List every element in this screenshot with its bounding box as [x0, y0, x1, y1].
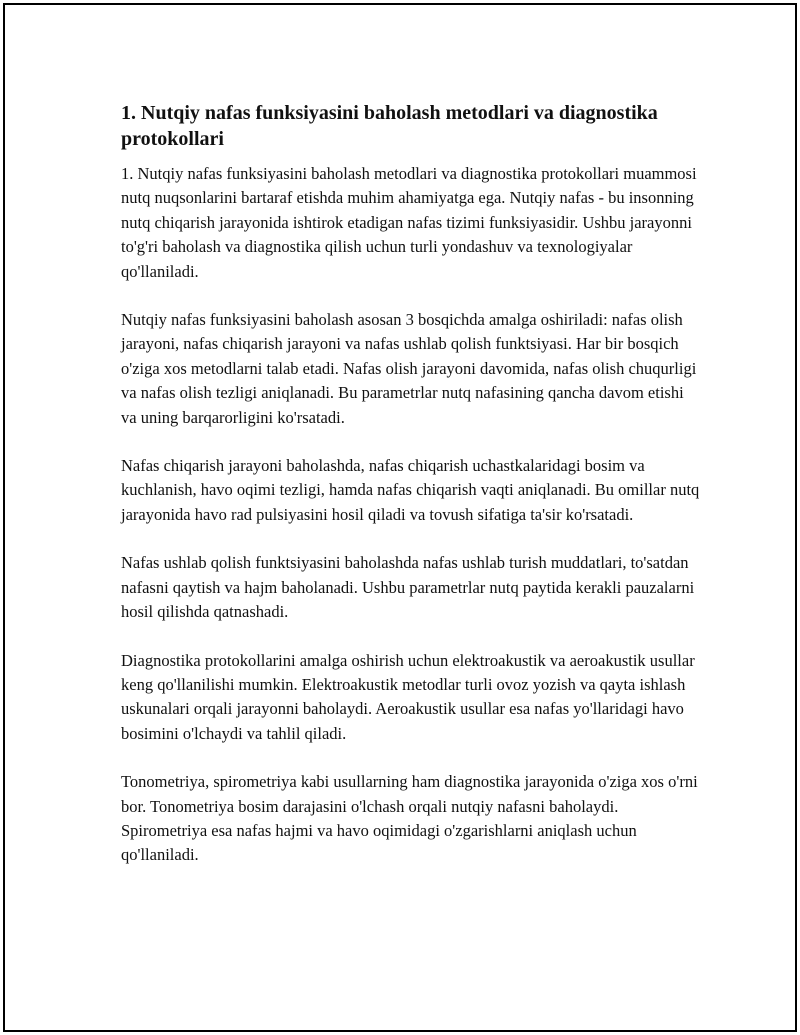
- paragraph-4: Nafas ushlab qolish funktsiyasini baholashda nafas ushlab turish muddatlari, to'satdan nafasni qaytish va hajm baholanadi. Ushbu parametrlar nutq paytida kerakli pauzalarni hosil qilishda qatnashadi.: [121, 553, 695, 622]
- paragraph-1: 1. Nutqiy nafas funksiyasini baholash metodlari va diagnostika protokollari muammosi nutq nuqsonlarini bartaraf etishda muhim ahamiyatga ega. Nutqiy nafas - bu insonning nutq chiqarish jarayonida ishtirok etadigan nafas tizimi funksiyasidir. Ushbu jarayonni to'g'ri baholash va diagnostika qilish uchun turli yondashuv va texnologiyalar qo'llaniladi.: [121, 164, 697, 281]
- paragraph-6: Tonometriya, spirometriya kabi usullarning ham diagnostika jarayonida o'ziga xos o'rni bor. Tonometriya bosim darajasini o'lchash orqali nutqiy nafasni baholaydi. Spirometriya esa nafas hajmi va havo oqimidagi o'zgarishlarni aniqlash uchun qo'llaniladi.: [121, 772, 698, 865]
- document-title: 1. Nutqiy nafas funksiyasini baholash metodlari va diagnostika protokollari: [121, 102, 658, 150]
- paragraph-5: Diagnostika protokollarini amalga oshirish uchun elektroakustik va aeroakustik usullar keng qo'llanilishi mumkin. Elektroakustik metodlar turli ovoz yozish va qayta ishlash uskunalari orqali jarayonni baholaydi. Aeroakustik usullar esa nafas yo'llaridagi havo bosimini o'lchaydi va tahlil qiladi.: [121, 650, 695, 743]
- paragraph-2: Nutqiy nafas funksiyasini baholash asosan 3 bosqichda amalga oshiriladi: nafas olish jarayoni, nafas chiqarish jarayoni va nafas ushlab qolish funktsiyasi. Har bir bosqich o'ziga xos metodlarni talab etadi. Nafas olish jarayoni davomida, nafas olish chuqurligi va nafas olish tezligi aniqlanadi. Bu parametrlar nutq nafasining qancha davom etishi va uning barqarorligini ko'rsatadi.: [121, 310, 697, 427]
- document-body: [121, 100, 701, 892]
- document-page: [3, 3, 797, 1032]
- paragraph-3: Nafas chiqarish jarayoni baholashda, nafas chiqarish uchastkalaridagi bosim va kuchlanish, havo oqimi tezligi, hamda nafas chiqarish vaqti aniqlanadi. Bu omillar nutq jarayonida havo rad pulsiyasini hosil qiladi va tovush sifatiga ta'sir ko'rsatadi.: [121, 456, 700, 524]
